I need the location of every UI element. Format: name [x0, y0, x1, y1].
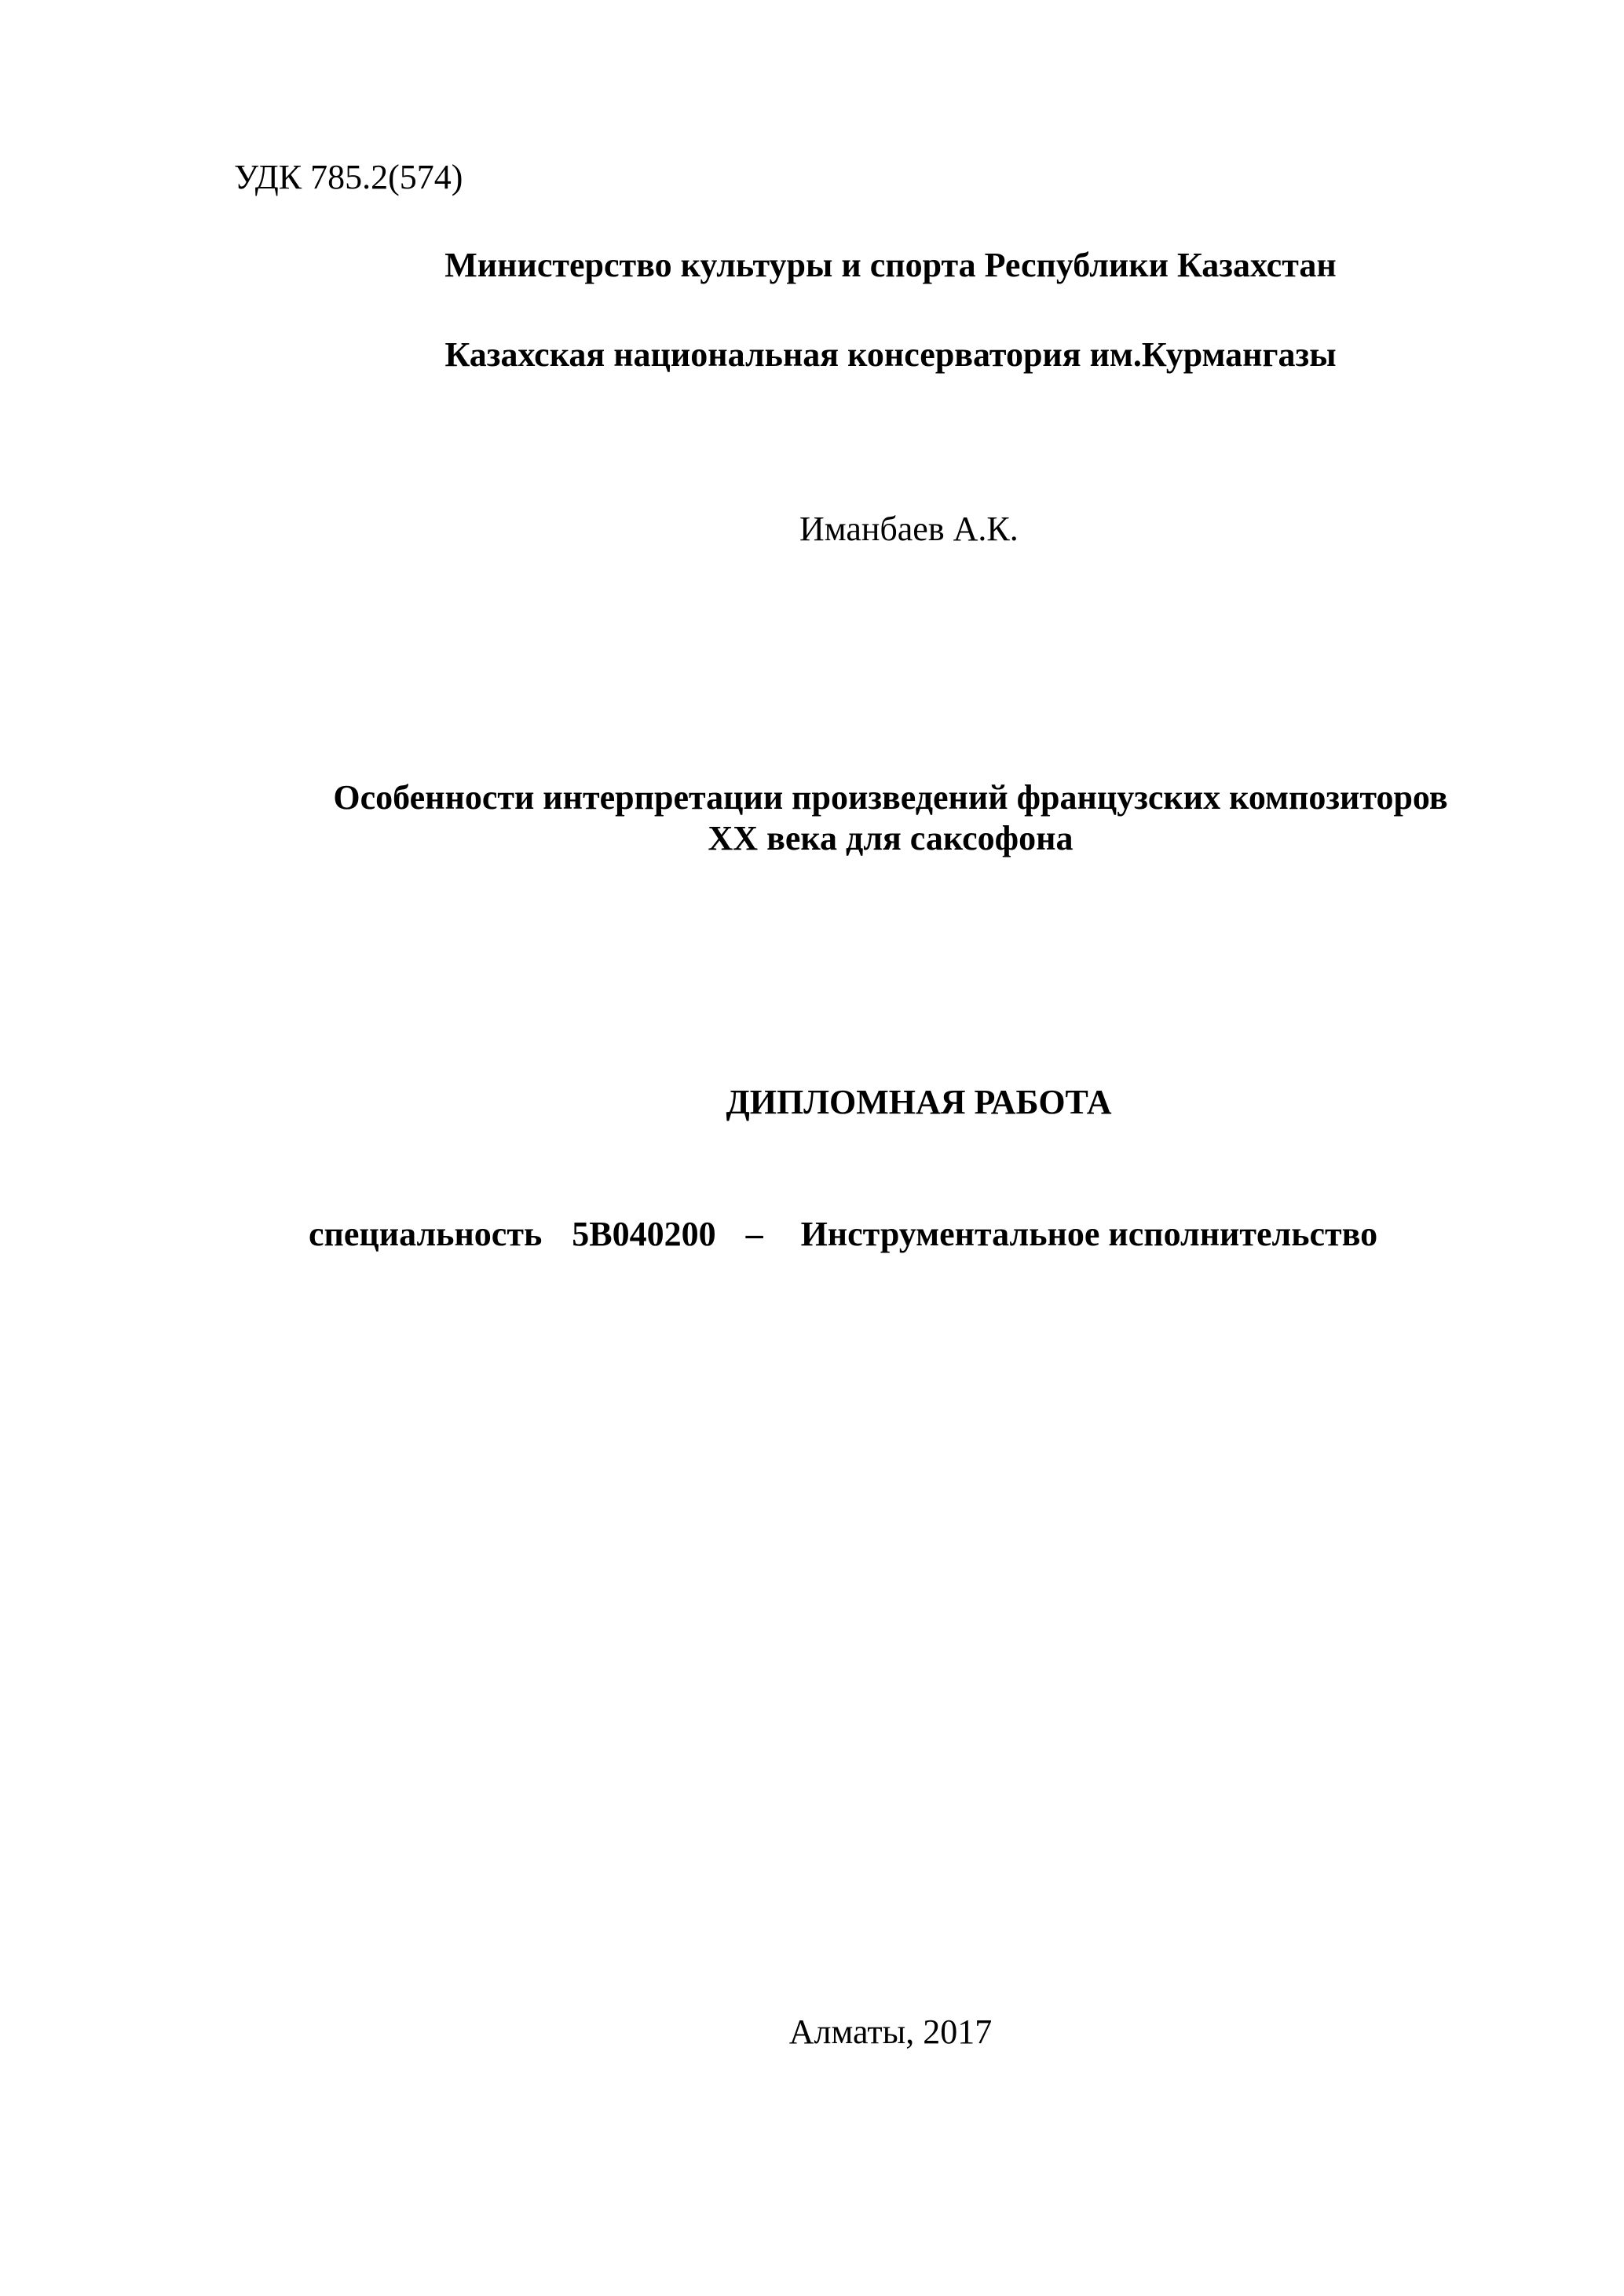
specialty-code: 5В040200 — [572, 1215, 716, 1253]
thesis-title — [0, 777, 1624, 859]
ministry-name: Министерство культуры и спорта Республики Казахстан — [444, 246, 1337, 284]
city-year: Алматы, 2017 — [788, 2013, 993, 2051]
specialty-line — [309, 1214, 1377, 1255]
udk-code: УДК 785.2(574) — [234, 158, 463, 196]
conservatory-name: Казахская национальная консерватория им.Курмангазы — [444, 335, 1337, 374]
work-type: ДИПЛОМНАЯ РАБОТА — [726, 1083, 1112, 1121]
specialty-label: специальность — [309, 1215, 543, 1253]
thesis-title-line-1: Особенности интерпретации произведений французских композиторов — [333, 778, 1448, 817]
specialty-name: Инструментальное исполнительство — [800, 1215, 1378, 1253]
specialty-dash: – — [745, 1215, 763, 1253]
author-name: Иманбаев А.К. — [799, 510, 1019, 548]
thesis-title-line-2: XX века для саксофона — [708, 819, 1074, 857]
